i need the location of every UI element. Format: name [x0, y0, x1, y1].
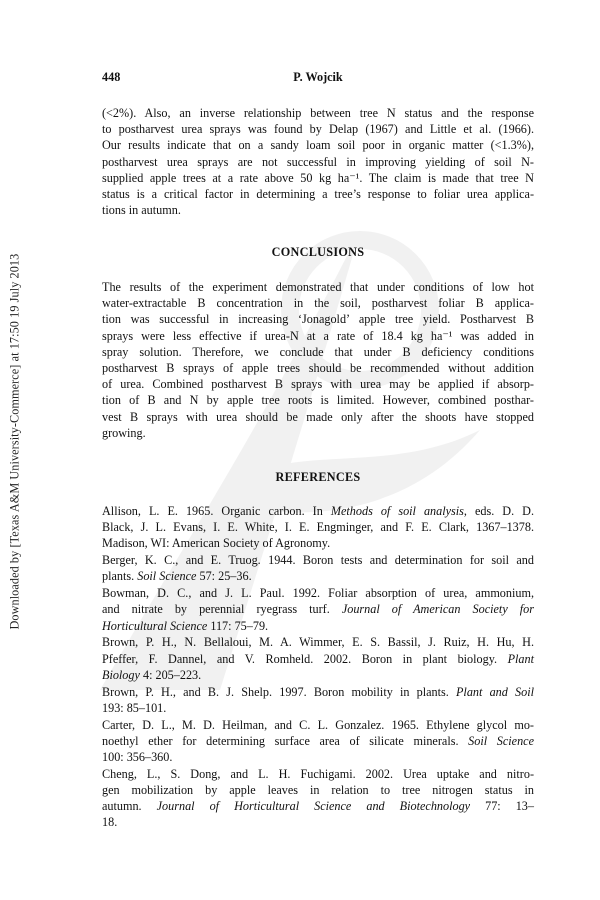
conclusions-paragraph	[102, 279, 534, 441]
ref-text: Brown, P. H., N. Bellaloui, M. A. Wimmer, E. S. Bassil, J. Ruiz, H. Hu, H.	[102, 635, 534, 650]
text-line: supplied apple trees at a rate above 50 kg ha⁻¹. The claim is made that tree N	[102, 170, 534, 185]
ref-text: Berger, K. C., and E. Truog. 1944. Boron tests and determination for soil and	[102, 553, 534, 568]
ref-text: Madison, WI: American Society of Agronomy.	[102, 536, 331, 551]
reference-item	[102, 766, 534, 831]
ref-title: Plant and Soil	[455, 684, 534, 699]
ref-text: and nitrate by perennial ryegrass turf.	[102, 602, 342, 617]
reference-item	[102, 684, 534, 716]
ref-text: 57: 25–36.	[196, 569, 252, 584]
ref-text: 117: 75–79.	[207, 618, 269, 633]
ref-text: Cheng, L., S. Dong, and L. H. Fuchigami. 2002. Urea uptake and nitro-	[102, 766, 534, 781]
page-header	[102, 70, 534, 86]
ref-text: gen mobilization by apple leaves in relation to tree nitrogen status in	[102, 783, 534, 798]
ref-text: 4: 205–223.	[139, 667, 202, 682]
reference-item	[102, 585, 534, 634]
ref-text: Bowman, D. C., and J. L. Paul. 1992. Foliar absorption of urea, ammonium,	[102, 586, 534, 601]
ref-title: Biology	[102, 667, 140, 682]
ref-text: Black, J. L. Evans, I. E. White, I. E. Engminger, and F. E. Clark, 1367–1378.	[102, 520, 534, 535]
conclusions-heading: CONCLUSIONS	[271, 245, 365, 259]
text-line: The results of the experiment demonstrated that under conditions of low hot	[102, 280, 534, 294]
text-line: postharvest B sprays of apple trees should be recommended without addition	[102, 361, 534, 376]
ref-text: Pfeffer, F. Dannel, and V. Romheld. 2002. Boron in plant biology.	[102, 651, 508, 666]
ref-text: plants.	[102, 569, 138, 584]
text-line: status is a critical factor in determining a tree’s response to foliar urea applica-	[102, 187, 534, 202]
references-heading: REFERENCES	[275, 470, 361, 484]
ref-text: autumn.	[102, 799, 157, 814]
intro-paragraph	[102, 105, 534, 218]
text-line: postharvest urea sprays are not successful in improving yielding of soil N-	[102, 154, 534, 169]
reference-item	[102, 634, 534, 683]
running-head: P. Wojcik	[293, 70, 343, 84]
page-number: 448	[102, 70, 121, 84]
ref-text: Brown, P. H., and B. J. Shelp. 1997. Boron mobility in plants.	[102, 684, 456, 699]
text-line: tion was successful in increasing ‘Jonagold’ apple tree yield. Postharvest B	[102, 312, 534, 327]
ref-title: Journal of Horticultural Science and Biotechnology	[156, 799, 471, 814]
ref-text: Allison, L. E. 1965. Organic carbon. In	[102, 504, 331, 518]
ref-title: Soil Science	[137, 569, 197, 584]
text-line: tion of B and N by apple tree roots is limited. However, combined posthar-	[102, 393, 534, 408]
ref-text: 100: 356–360.	[102, 750, 173, 765]
ref-title: Methods of soil analysis	[330, 504, 464, 518]
reference-list	[102, 503, 534, 831]
reference-item	[102, 552, 534, 584]
ref-text: 193: 85–101.	[102, 700, 167, 715]
ref-title: Plant	[507, 651, 534, 666]
text-line: (<2%). Also, an inverse relationship between tree N status and the response	[102, 106, 534, 120]
ref-text: , eds. D. D.	[463, 504, 534, 518]
ref-text: noethyl ether for determining surface area of silicate minerals.	[102, 733, 469, 748]
text-line: tions in autumn.	[102, 203, 181, 218]
text-line: to postharvest urea sprays was found by Delap (1967) and Little et al. (1966).	[102, 122, 534, 137]
ref-text: 18.	[102, 815, 118, 830]
text-line: sprays were less effective if urea-N at a rate of 18.4 kg ha⁻¹ was added in	[102, 328, 534, 343]
reference-item	[102, 717, 534, 766]
ref-title: Horticultural Science	[102, 618, 208, 633]
text-line: vest B sprays with urea should be made only after the shoots have stopped	[102, 409, 534, 424]
ref-text: 77: 13–	[470, 799, 534, 814]
text-line: of urea. Combined postharvest B sprays with urea may be applied if absorp-	[102, 377, 534, 392]
ref-title: Journal of American Society for	[341, 602, 534, 617]
ref-title: Soil Science	[468, 733, 534, 748]
text-line: Our results indicate that on a sandy loam soil poor in organic matter (<1.3%),	[102, 138, 534, 153]
text-line: spray solution. Therefore, we conclude that under B deficiency conditions	[102, 344, 534, 359]
text-line: water-extractable B concentration in the soil, postharvest foliar B applica-	[102, 296, 534, 311]
download-notice: Downloaded by [Texas A&M University-Commerce] at 17:50 19 July 2013	[7, 253, 22, 630]
reference-item	[102, 503, 534, 552]
ref-text: Carter, D. L., M. D. Heilman, and C. L. Gonzalez. 1965. Ethylene glycol mo-	[102, 717, 534, 732]
text-line: growing.	[102, 425, 146, 440]
